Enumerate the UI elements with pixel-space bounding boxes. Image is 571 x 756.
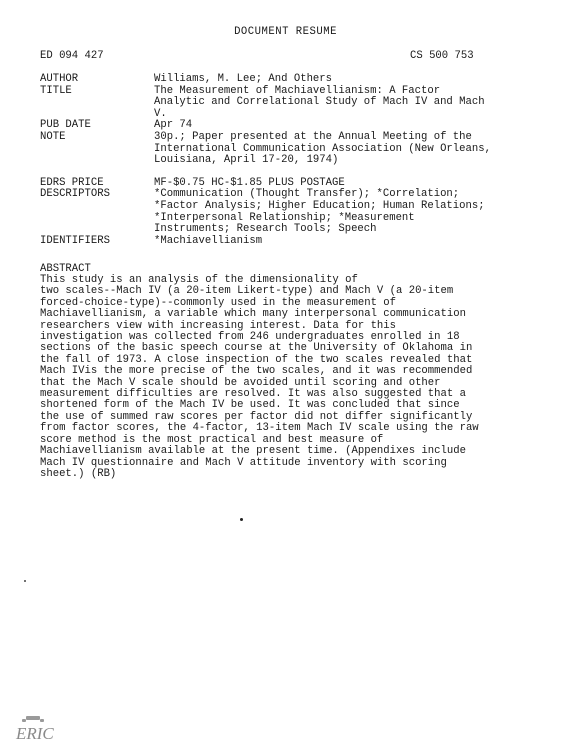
field-identifiers (40, 236, 540, 248)
field-label: TITLE (40, 84, 72, 97)
field-value: *Machiavellianism (154, 234, 263, 247)
ed-number: ED 094 427 (40, 50, 104, 62)
svg-text:ERIC: ERIC (16, 724, 54, 743)
abstract-text: This study is an analysis of the dimensionality of two scales--Mach IV (a 20-item Likert-type) and Mach V (a 20-item forced-choice-type)--commonly used in the measurement of Machiavellianism, a variable which many interpersonal communication researchers view with increasing interest. Data for this investigation was collected from 246 undergraduates enrolled in 18 sections of the basic speech course at the University of Oklahoma in the fall of 1973. A close inspection of the two scales revealed that Mach IVis the more precise of the two scales, and it was recommended that the Mach V scale should be avoided until scoring and other measurement difficulties are resolved. It was also suggested that a shortened form of the Mach IV be used. It was concluded that since the use of summed raw scores per factor did not differ significantly from factor scores, the 4-factor, 13-item Mach IV scale using the raw score method is the most practical and best measure of Machiavellianism available at the present time. (Appendixes include Mach IV questionnaire and Mach V attitude inventory with scoring sheet.) (RB) (40, 274, 479, 480)
field-value: MF-$0.75 HC-$1.85 PLUS POSTAGE (154, 176, 345, 189)
field-title (40, 86, 540, 121)
field-label: NOTE (40, 130, 66, 143)
field-value: Apr 74 (154, 119, 193, 132)
abstract-heading: ABSTRACT (40, 263, 91, 275)
scan-dot (240, 518, 243, 521)
field-label: DESCRIPTORS (40, 188, 110, 201)
field-descriptors (40, 189, 540, 235)
cs-number: CS 500 753 (410, 50, 474, 62)
field-label: EDRS PRICE (40, 176, 104, 189)
field-label: IDENTIFIERS (40, 234, 110, 247)
field-note (40, 132, 540, 167)
field-label: PUB DATE (40, 119, 91, 132)
document-title: DOCUMENT RESUME (234, 26, 337, 38)
scan-speck (24, 580, 26, 582)
field-value: The Measurement of Machiavellianism: A Factor Analytic and Correlational Study of Mach IV and Mach V. (154, 84, 485, 120)
eric-logo-icon (14, 714, 54, 744)
field-label: AUTHOR (40, 73, 79, 85)
field-value: Williams, M. Lee; And Others (154, 73, 333, 85)
field-author (40, 74, 540, 86)
field-value: 30p.; Paper presented at the Annual Meeting of the International Communication Association (New Orleans, Louisiana, April 17-20, 1974) (154, 130, 491, 167)
field-value: *Communication (Thought Transfer); *Correlation; *Factor Analysis; Higher Education; Human Relations; *Interpersonal Relationship; *Measurement Instruments; Research Tools; Speech (154, 188, 485, 236)
metadata-fields (40, 74, 540, 247)
